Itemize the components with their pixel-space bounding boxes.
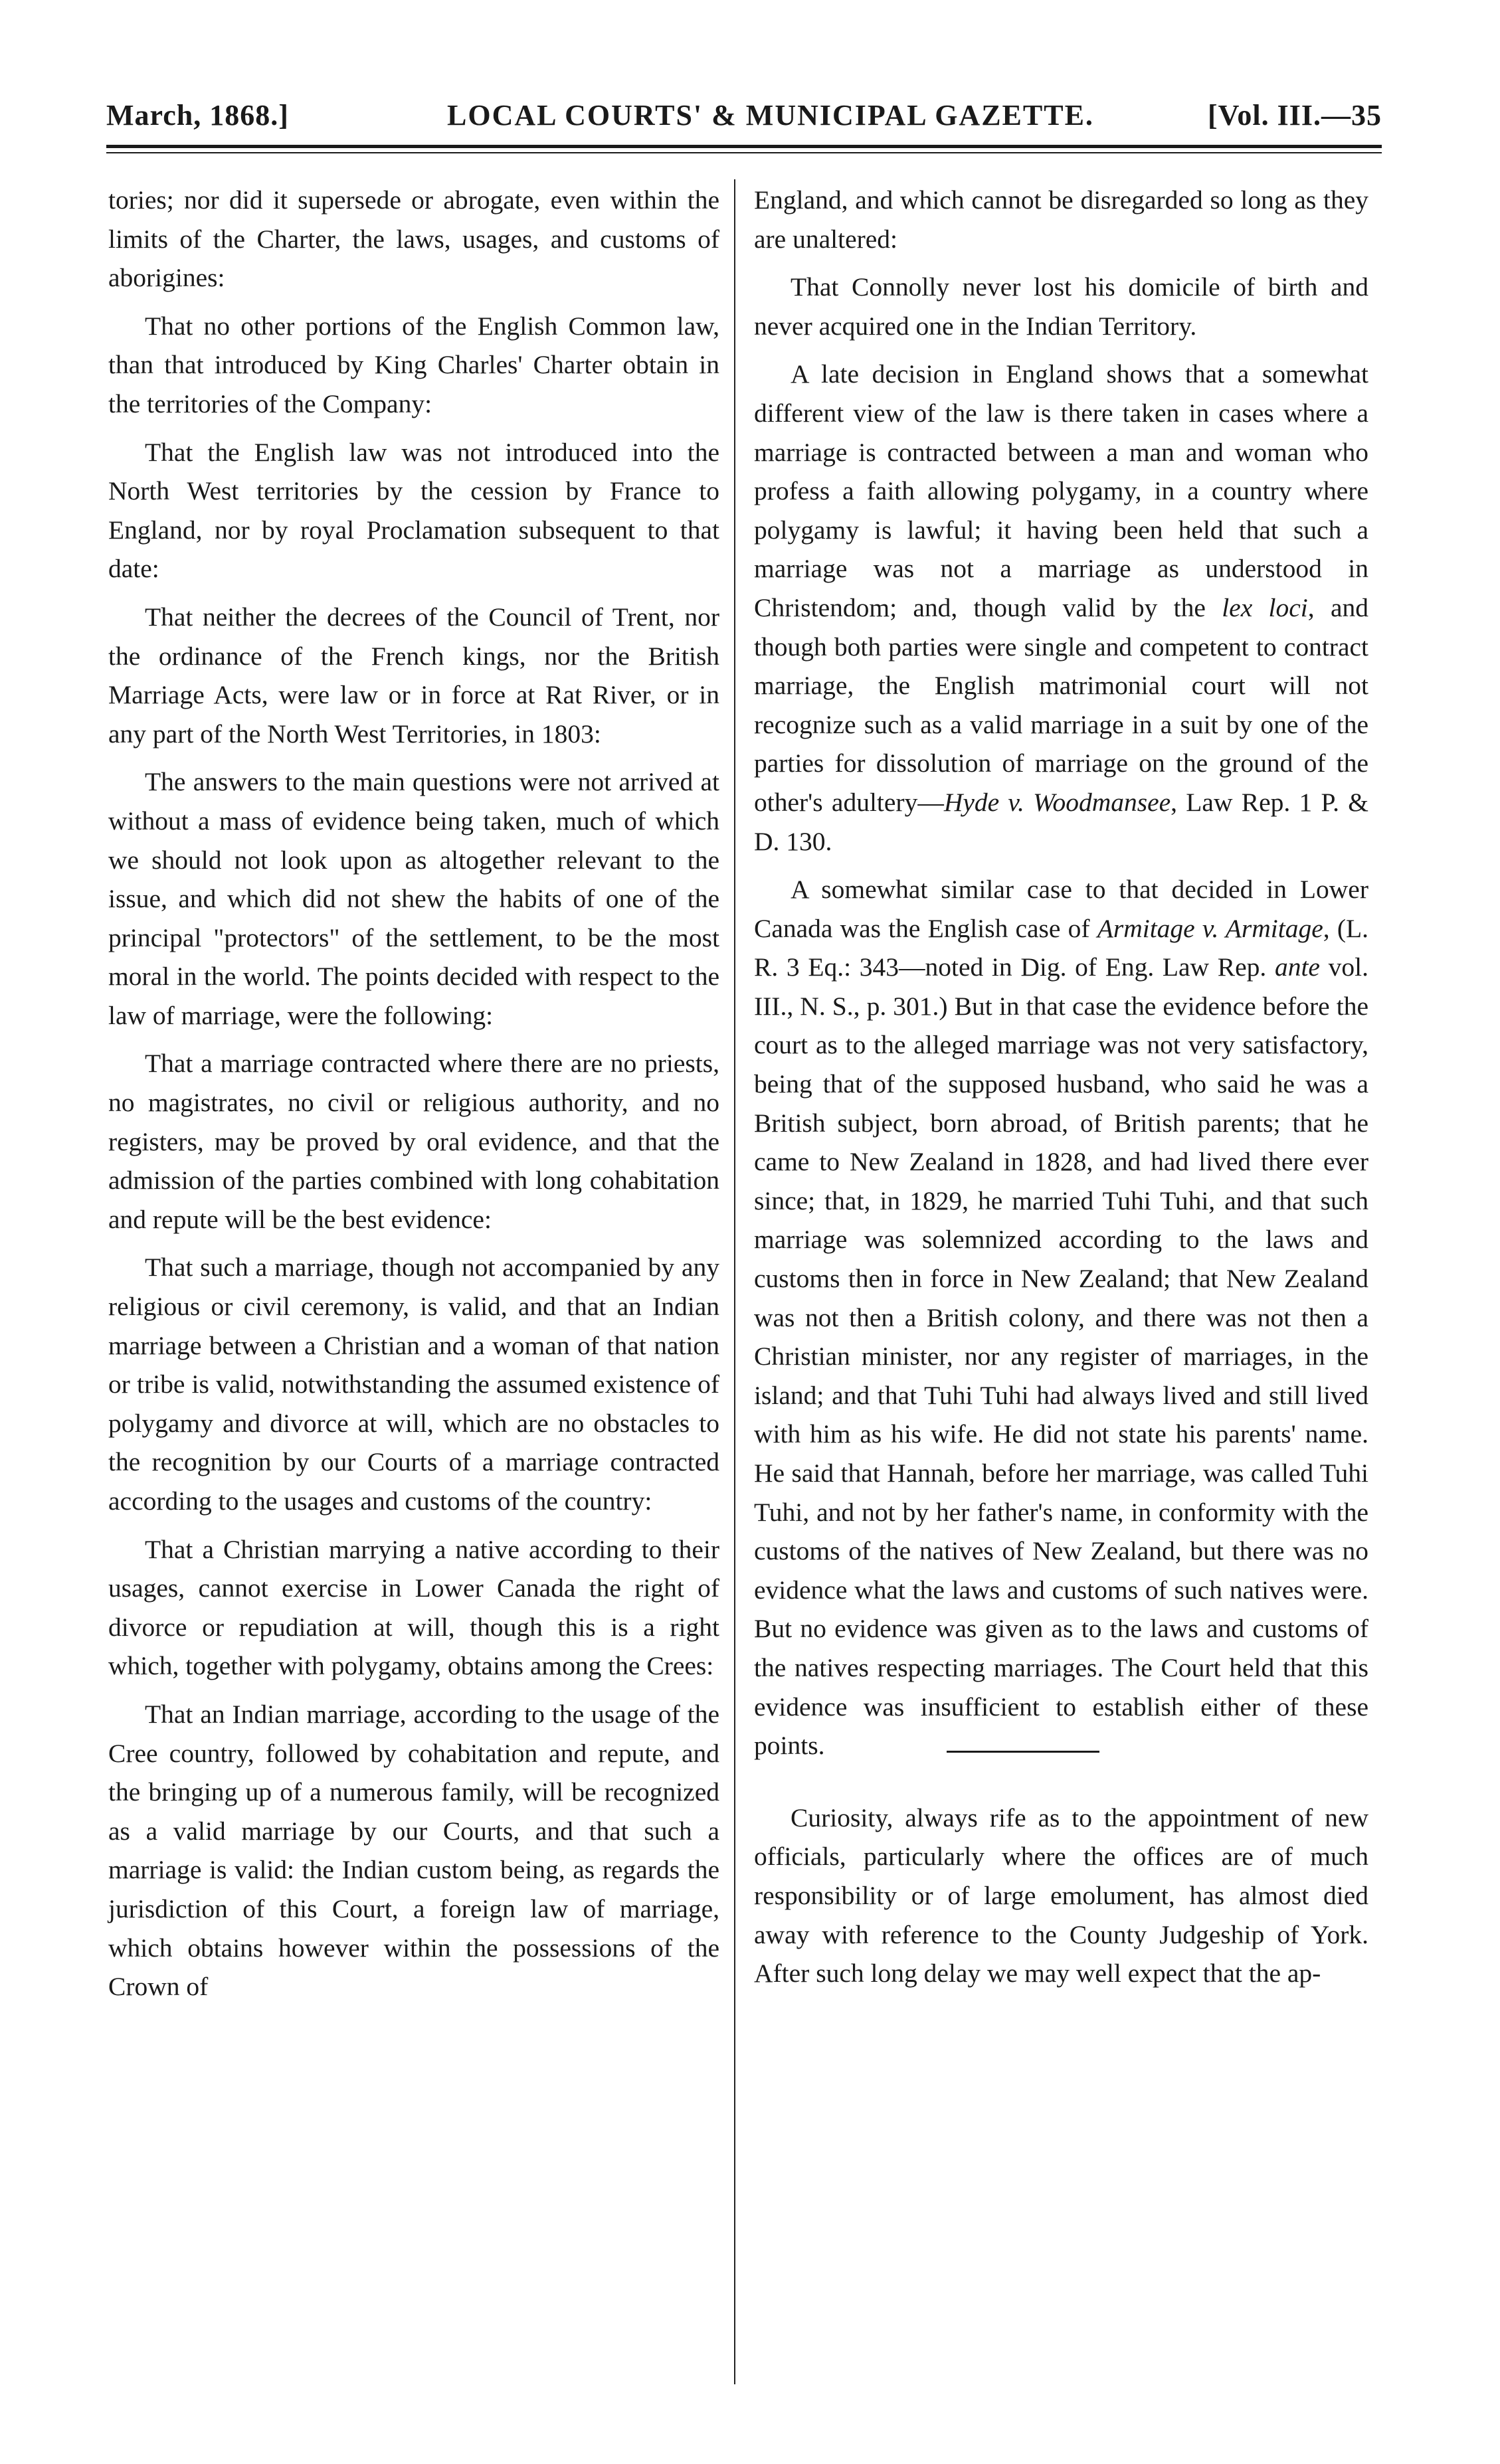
- right-p4-text-a: A somewhat similar case to that decided in Lower Canada was the English case of: [754, 875, 1368, 943]
- right-p3-text-a: A late decision in England shows that a somewhat different view of the law is there taken in cases where a marriage is contracted between a man and woman who profess a faith allowing polygamy, in a country where polygamy is lawful; it having been held that such a marriage was not a marriage as understood in Christendom; and, though valid by the: [754, 359, 1368, 622]
- right-paragraph-1: England, and which cannot be disregarded so long as they are unaltered:: [754, 185, 1368, 254]
- right-p3-text-b: , and though both parties were single and competent to contract marriage, the English matrimonial court will not recognize such as a valid marriage in a suit by one of the parties for dissolution of marriage on the ground of the other's adultery—: [754, 592, 1368, 817]
- left-paragraph-2: That no other portions of the English Common law, than that introduced by King Charles' Charter obtain in the territories of the Company:: [108, 311, 719, 418]
- left-paragraph-4: That neither the decrees of the Council of Trent, nor the ordinance of the French kings, nor the British Marriage Acts, were law or in force at Rat River, or in any part of the North West Territories, in 1803:: [108, 602, 719, 748]
- left-column: [108, 181, 719, 2016]
- left-paragraph-3: That the English law was not introduced into the North West territories by the cession by France to England, nor by royal Proclamation subsequent to that date:: [108, 437, 719, 584]
- right-paragraph-2: That Connolly never lost his domicile of birth and never acquired one in the Indian Territory.: [754, 272, 1368, 341]
- right-paragraph-4: [754, 870, 1368, 1765]
- column-divider: [734, 179, 735, 2384]
- right-p4-case-citation: Armitage v. Armitage: [1097, 913, 1323, 943]
- right-p3-lex-loci: lex loci: [1222, 592, 1308, 622]
- short-rule: [947, 1751, 1099, 1753]
- header-date: March, 1868.]: [106, 99, 289, 132]
- header-rule-thin: [106, 152, 1382, 153]
- right-column: [754, 181, 1368, 2002]
- left-paragraph-9: That an Indian marriage, according to the usage of the Cree country, followed by cohabitation and repute, and the bringing up of a numerous family, will be recognized as a valid marriage by our Courts, and that such a marriage is valid: the Indian custom being, as regards the jurisdiction of this Court, a foreign law of marriage, which obtains however within the possessions of the Crown of: [108, 1699, 719, 2002]
- header-rule-thick: [106, 145, 1382, 148]
- right-p3-case-citation: Hyde v. Woodmansee: [943, 787, 1171, 817]
- left-paragraph-6: That a marriage contracted where there are no priests, no magistrates, no civil or religious authority, and no registers, may be proved by oral evidence, and that the admission of the parties combined with long cohabitation and repute will be the best evidence:: [108, 1049, 719, 1234]
- left-paragraph-5: The answers to the main questions were not arrived at without a mass of evidence being taken, much of which we should not look upon as altogether relevant to the issue, and which did not shew the habits of one of the principal "protectors" of the settlement, to be the most moral in the world. The points decided with respect to the law of marriage, were the following:: [108, 767, 719, 1030]
- left-paragraph-8: That a Christian marrying a native according to their usages, cannot exercise in Lower Canada the right of divorce or repudiation at will, though this is a right which, together with polygamy, obtains among the Crees:: [108, 1534, 719, 1681]
- page-header: [106, 93, 1382, 139]
- right-p3-text-c: , Law Rep. 1 P. & D. 130.: [754, 787, 1368, 856]
- right-paragraph-3: [754, 355, 1368, 861]
- right-p4-ante: ante: [1274, 952, 1320, 982]
- left-paragraph-1: tories; nor did it supersede or abrogate, even within the limits of the Charter, the laws, usages, and customs of aborigines:: [108, 185, 719, 293]
- right-p4-text-c: vol. III., N. S., p. 301.) But in that case the evidence before the court as to the alleged marriage was not very satisfactory, being that of the supposed husband, who said he was a British subject, born abroad, of British parents; that he came to New Zealand in 1828, and had lived there ever since; that, in 1829, he married Tuhi Tuhi, and that such marriage was solemnized according to the laws and customs then in force in New Zealand; that New Zealand was not then a British colony, and there was not then a Christian minister, nor any register of marriages, in the island; and that Tuhi Tuhi had always lived and still lived with him as his wife. He did not state his parents' name. He said that Hannah, before her marriage, was called Tuhi Tuhi, and not by her father's name, in conformity with the customs of the natives of New Zealand, but there was no evidence what the laws and customs of such natives were. But no evidence was given as to the laws and customs of the natives respecting marriages. The Court held that this evidence was insufficient to establish either of these points.: [754, 952, 1368, 1761]
- right-p4-text-b: , (L. R. 3 Eq.: 343—noted in Dig. of Eng. Law Rep.: [754, 913, 1368, 982]
- left-paragraph-7: That such a marriage, though not accompanied by any religious or civil ceremony, is valid, and that an Indian marriage between a Christian and a woman of that nation or tribe is valid, notwithstanding the assumed existence of polygamy and divorce at will, which are no obstacles to the recognition by our Courts of a marriage contracted according to the usages and customs of the country:: [108, 1253, 719, 1516]
- right-paragraph-5: Curiosity, always rife as to the appointment of new officials, particularly where the offices are of much responsibility or of large emolument, has almost died away with reference to the County Judgeship of York. After such long delay we may well expect that the ap-: [754, 1803, 1368, 1988]
- header-title: LOCAL COURTS' & MUNICIPAL GAZETTE.: [447, 99, 1094, 132]
- header-volume: [Vol. III.—35: [1208, 99, 1382, 132]
